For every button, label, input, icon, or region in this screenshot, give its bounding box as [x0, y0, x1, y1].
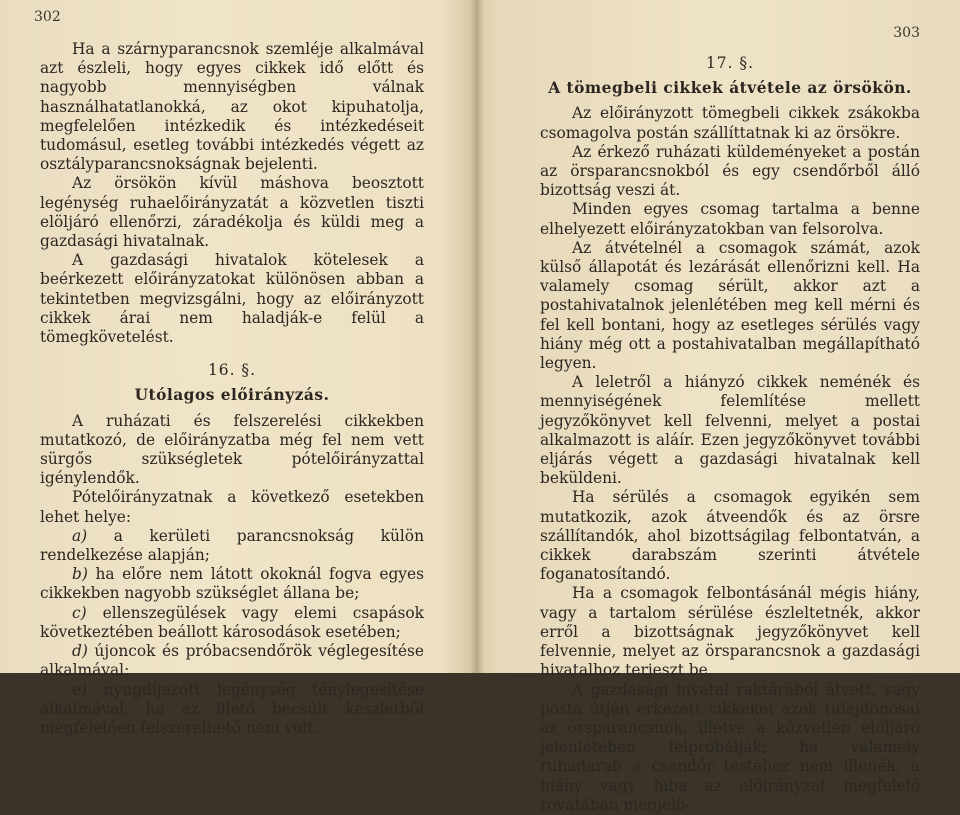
- list-item: b) ha előre nem látott okoknál fogva egyes cikkekben nagyobb szükséglet állana be;: [40, 565, 424, 603]
- list-marker: b): [72, 565, 88, 584]
- list-marker: c): [72, 603, 87, 622]
- paragraph: Ha a csomagok felbontásánál mégis hiány, vagy a tartalom sérülése észleltetnék, akkor erről a bizottságnak jegyzőkönyvet kell felvennie, melyet az örsparancsnok a gazdasági hivatalhoz terjeszt be.: [540, 584, 920, 680]
- paragraph: A ruházati és felszerelési cikkekben mutatkozó, de előirányzatba még fel nem vett sürgős szükségletek pótelőirányzattal igénylendők.: [40, 411, 424, 488]
- paragraph: Az átvételnél a csomagok számát, azok külső állapotát és lezárását ellenőrizni kell. Ha valamely csomag sérült, akkor azt a postahivatalnok jelenlétében meg kell mérni és fel kell bontani, hogy az esetleges sérülés vagy hiány még ott a postahivatalban megállapítható legyen.: [540, 238, 920, 373]
- list-marker: d): [72, 642, 88, 661]
- paragraph: Az érkező ruházati küldeményeket a postán az örsparancsnokból és egy csendőrből álló bizottság veszi át.: [540, 142, 920, 200]
- section-number: 17. §.: [706, 54, 754, 72]
- paragraph: A gazdasági hivatal raktárából átvett, vagy posta útján érkezett cikkeket azok tulajdonosai az örsparancsnok, illetve a közvetlen elöljáró jelenlétében felpróbálják; ha valamely ruhadarab a csendőr testéhez nem illenék, a hiány vagy hiba az előirányzat megfelelő rovatában megjelö-: [540, 680, 920, 814]
- paragraph: Pótelőirányzatnak a következő esetekben lehet helye:: [40, 488, 424, 526]
- list-item: e) nyugdíjazott legénység ténylegesítése alkalmával, ha az illető becsült készletből megfelelően felszerelhető nem volt.: [40, 680, 424, 737]
- paragraph: Az előirányzott tömegbeli cikkek zsákokba csomagolva postán szállíttatnak ki az örsökre.: [540, 104, 920, 142]
- right-page: [478, 0, 960, 814]
- paragraph: Az örsökön kívül máshova beosztott legénység ruhaelőirányzatát a közvetlen tiszti elöljáró ellenőrzi, záradékolja és küldi meg a gazdasági hivatalnak.: [40, 174, 424, 251]
- paragraph: Ha a szárnyparancsnok szemléje alkalmával azt észleli, hogy egyes cikkek idő előtt és nagyobb mennyiségben válnak használhatatlanokká, az okot kipuhatolja, megfelelően intézkedik és intézkedéseit tudomásul, esetleg további intézkedés végett az osztályparancsnokságnak bejelenti.: [40, 40, 424, 174]
- page-number-left: 302: [34, 9, 61, 25]
- list-item: a) a kerületi parancsnokság külön rendelkezése alapján;: [40, 526, 424, 565]
- section-number: 16. §.: [208, 361, 256, 380]
- paragraph: Minden egyes csomag tartalma a benne elhelyezett előirányzatokban van felsorolva.: [540, 200, 920, 238]
- section-title: A tömegbeli cikkek átvétele az örsökön.: [548, 79, 912, 98]
- list-item: c) ellenszegülések vagy elemi csapások következtében beállott károsodások esetében;: [40, 603, 424, 641]
- list-marker: a): [72, 526, 88, 545]
- paragraph: A leletről a hiányzó cikkek neménék és mennyiségének felemlítése mellett jegyzőkönyvet kell felvenni, melyet a postai alkalmazott is aláír. Ezen jegyzőkönyvet további eljárás végett a gazdasági hivatalnak kell beküldeni.: [540, 373, 920, 488]
- paragraph: Ha sérülés a csomagok egyikén sem mutatkozik, azok átveendők és az örsre szállítandók, ahol bizottságilag felbontatván, a cikkek darabszám szerinti átvétele foganatosítandó.: [540, 488, 920, 584]
- section-title: Utólagos előirányzás.: [134, 386, 330, 405]
- left-page: [0, 0, 478, 737]
- paragraph: A gazdasági hivatalok kötelesek a beérkezett előirányzatokat különösen abban a tekintetben megvizsgálni, hogy az előirányzott cikkek árai nem haladják-e felül a tömegkövetelést.: [40, 251, 424, 347]
- page-number-right: 303: [893, 25, 920, 41]
- list-marker: e): [72, 680, 88, 699]
- list-item: d) újoncok és próbacsendőrök véglegesítése alkalmával;: [40, 642, 424, 680]
